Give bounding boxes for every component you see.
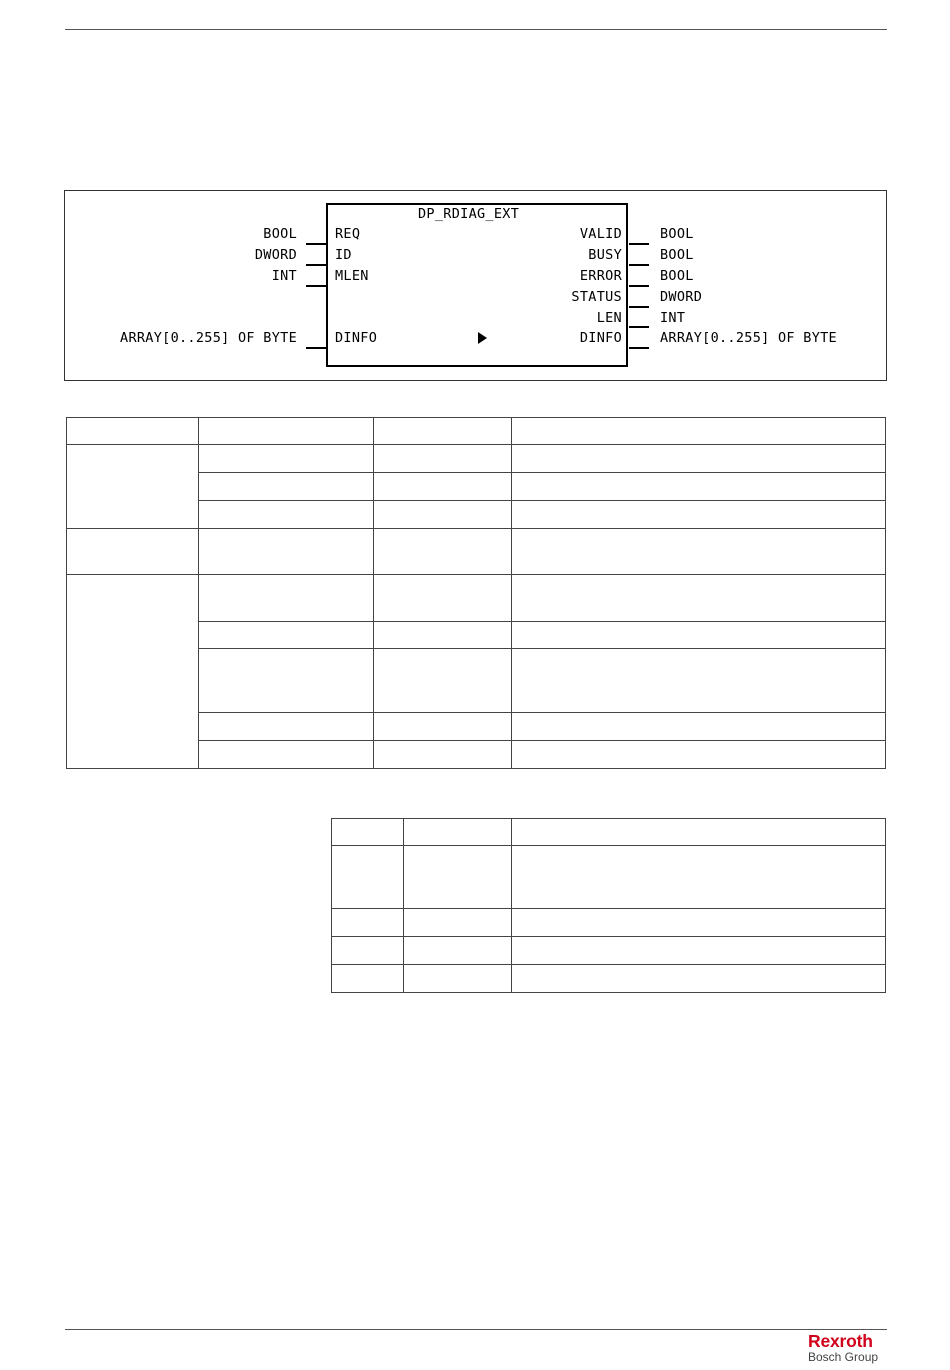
table-cell [199,713,374,741]
input-label-id: ID [335,247,352,263]
table-cell [374,473,512,501]
output-type-status: DWORD [660,289,703,305]
table-group-cell [67,529,199,575]
table-row [67,445,886,473]
output-pin-valid [629,243,649,245]
table-row [332,965,886,993]
table-cell [332,819,404,846]
table-cell [512,741,886,769]
input-pin-mlen [306,285,326,287]
rexroth-logo [808,1331,888,1364]
output-type-error: BOOL [660,268,694,284]
table-cell [374,501,512,529]
table-cell [512,937,886,965]
function-block-name: DP_RDIAG_EXT [418,206,520,222]
table-row [332,937,886,965]
logo-group: Bosch Group [808,1350,879,1364]
output-pin-busy [629,264,649,266]
table-cell [199,575,374,622]
table-cell [512,649,886,713]
logo-brand: Rexroth [808,1331,873,1351]
table-group-cell [67,575,199,769]
output-label-error: ERROR [579,268,622,284]
table-cell [512,445,886,473]
table-cell [199,649,374,713]
status-table [331,818,886,993]
table-cell [374,649,512,713]
output-label-valid: VALID [579,226,622,242]
input-label-dinfo: DINFO [335,330,378,346]
header-rule [65,29,887,30]
table-cell [374,529,512,575]
table-cell [374,575,512,622]
table-cell [374,418,512,445]
table-cell [332,846,404,909]
input-label-mlen: MLEN [335,268,369,284]
table-cell [199,445,374,473]
input-pin-req [306,243,326,245]
output-pin-dinfo [629,347,649,349]
input-type-dinfo: ARRAY[0..255] OF BYTE [120,330,297,346]
table-cell [404,937,512,965]
table-cell [512,529,886,575]
input-type-req: BOOL [263,226,297,242]
table-cell [374,713,512,741]
table-cell [199,741,374,769]
table-cell [374,445,512,473]
table-cell [404,846,512,909]
inout-arrow-icon [478,332,487,344]
output-type-busy: BOOL [660,247,694,263]
table-cell [199,418,374,445]
input-type-mlen: INT [271,268,297,284]
table-row [67,529,886,575]
table-cell [512,713,886,741]
footer-rule [65,1329,887,1330]
table-cell [404,965,512,993]
parameter-table [66,417,886,769]
output-type-valid: BOOL [660,226,694,242]
output-pin-error [629,285,649,287]
table-cell [512,473,886,501]
table-cell [404,819,512,846]
input-pin-dinfo [306,347,326,349]
table-cell [67,418,199,445]
table-cell [512,575,886,622]
table-cell [374,622,512,649]
table-cell [512,819,886,846]
output-label-len: LEN [596,310,622,326]
output-label-status: STATUS [571,289,622,305]
table-cell [332,937,404,965]
table-cell [512,846,886,909]
table-cell [199,501,374,529]
table-cell [199,529,374,575]
table-row [332,909,886,937]
table-cell [512,622,886,649]
table-cell [332,909,404,937]
output-pin-status [629,306,649,308]
output-type-len: INT [660,310,686,326]
table-cell [199,473,374,501]
output-label-busy: BUSY [588,247,622,263]
table-cell [512,909,886,937]
table-header-row [332,819,886,846]
table-row [67,575,886,622]
output-pin-len [629,326,649,328]
table-group-cell [67,445,199,529]
output-label-dinfo: DINFO [579,330,622,346]
table-cell [512,501,886,529]
table-header-row [67,418,886,445]
table-cell [374,741,512,769]
table-cell [332,965,404,993]
input-label-req: REQ [335,226,361,242]
output-type-dinfo: ARRAY[0..255] OF BYTE [660,330,837,346]
table-cell [512,418,886,445]
input-pin-id [306,264,326,266]
table-cell [199,622,374,649]
table-cell [512,965,886,993]
table-cell [404,909,512,937]
input-type-id: DWORD [254,247,297,263]
table-row [332,846,886,909]
